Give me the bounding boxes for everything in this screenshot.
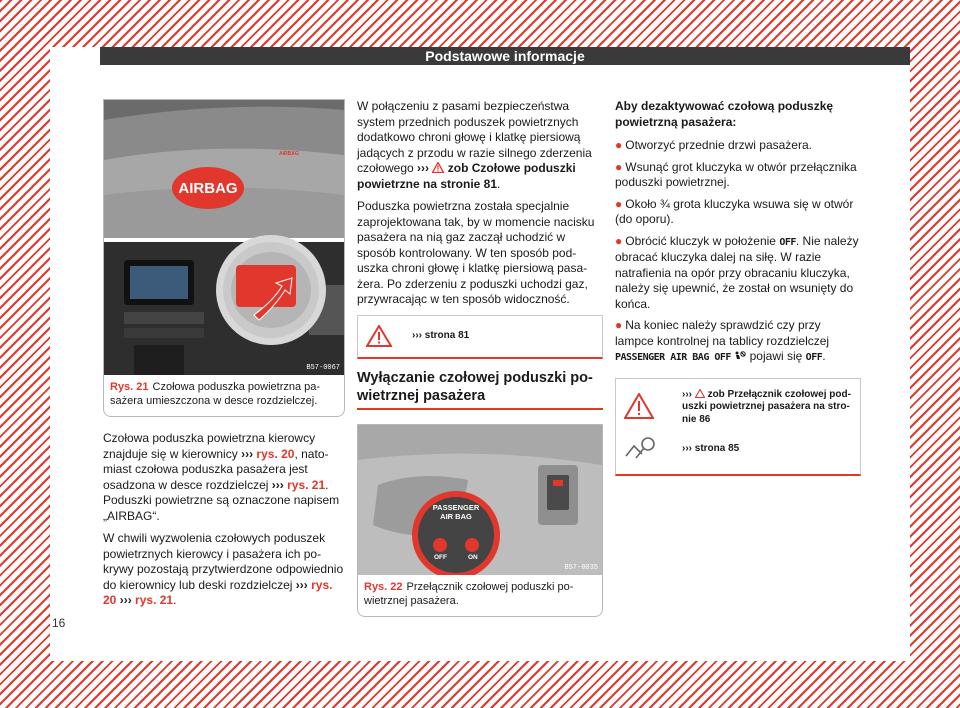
- figure-21-image: [104, 100, 344, 375]
- paragraph: W chwili wyzwolenia czołowych poduszek powietrznych kierowcy i pasażera ich pokrywy pozostają przytwierdzone odpowiednio do kierownicy lub deski rozdzielczej ››› rys. 20 ››› rys. 21.: [103, 531, 344, 607]
- paragraph: Poduszka powietrzna została specjalnie zaprojektowana tak, by w momencie nacisku pasażera na nią gaz zaczął uchodzić w sposób kontrolowany. W ten sposób poduszka chroni głowę i klatkę piersiową pasażera. Po zderzeniu z poduszki uchodzi gaz, przywracając w ten sposób widoczność.: [357, 199, 595, 306]
- dashboard-airbag-illustration: [104, 100, 344, 375]
- off-label: OFF: [434, 553, 447, 561]
- figure-code: B57-0067: [306, 364, 340, 372]
- warning-note: [357, 315, 603, 359]
- figure-22-image: [358, 425, 602, 575]
- page-header: [100, 47, 910, 65]
- arrow-ref: ›››: [241, 446, 254, 461]
- list-item: ● Na koniec należy sprawdzić czy przy lampce kontrolnej na tablicy rozdzielczej PASSENGER AIR BAG OFF pojawi się OFF.: [615, 318, 830, 363]
- note-link[interactable]: ››› zob Przełącznik czołowej poduszki powietrznej pasażera na stronie 86: [682, 388, 851, 425]
- figure-22: [357, 424, 603, 617]
- warning-note: [624, 389, 852, 427]
- airbag-off-icon: [734, 351, 746, 361]
- header-title: Podstawowe informacje: [425, 48, 585, 64]
- small-airbag-label: AIRBAG: [279, 151, 299, 157]
- off-tag: OFF: [779, 236, 796, 248]
- warning-icon: [695, 389, 705, 398]
- paragraph: W połączeniu z pasami bezpieczeństwa system przednich poduszek powietrznych dodatkowo chroni głowę i klatkę piersiową jadących z przodu w razie silnego zderzenia czołowego ››› zob Czołowe poduszki powietrzne na stronie 81.: [357, 99, 592, 191]
- bullet-icon: ●: [615, 196, 623, 211]
- switch-label: PASSENGER AIR BAG: [432, 502, 480, 521]
- page-number: 16: [52, 616, 66, 630]
- bullet-icon: ●: [615, 233, 623, 248]
- caption-text: Czołowa poduszka powietrzna pasażera umieszczona w desce rozdzielczej.: [110, 381, 321, 407]
- col1-text: [103, 431, 345, 609]
- note-link[interactable]: ››› strona 85: [682, 442, 740, 454]
- list-item: ● Wsunąć grot kluczyka w otwór przełącznika poduszki powietrznej.: [615, 159, 857, 189]
- note-link[interactable]: ››› strona 81: [412, 329, 470, 341]
- arrow-ref: ›››: [119, 593, 132, 607]
- link-rys-20[interactable]: rys. 20: [256, 446, 295, 461]
- instructions-heading: Aby dezaktywować czołową poduszkę powietrzną pasażera:: [615, 99, 834, 129]
- list-item: ● Obrócić kluczyk w położenie OFF. Nie należy obracać kluczyka dalej na siłę. W razie natrafienia na opór przy obracaniu kluczyka, należy się upewnić, że został on wsunięty do końca.: [615, 233, 859, 311]
- paragraph: Czołowa poduszka powietrzna kierowcy znajduje się w kierownicy ››› rys. 20, natomiast czołowa poduszka pasażera jest osadzona w desce rozdzielczej ››› rys. 21. Poduszki powietrzne są oznaczone napisem „AIRBAG“.: [103, 431, 340, 523]
- warning-icon: [432, 162, 444, 173]
- airbag-badge: AIRBAG: [172, 167, 244, 209]
- passenger-airbag-switch-illustration: [358, 425, 602, 575]
- environment-key-icon: [624, 436, 658, 462]
- on-label: ON: [468, 553, 478, 561]
- caption-text: Przełącznik czołowej poduszki powietrznej pasażera.: [364, 580, 574, 607]
- info-note: [624, 436, 852, 462]
- figure-21: [103, 99, 345, 417]
- arrow-ref: ›››: [417, 161, 430, 175]
- list-item: ● Otworzyć przednie drzwi pasażera.: [615, 138, 812, 152]
- column-middle: [357, 99, 603, 617]
- figure-label: Rys. 22: [364, 580, 403, 593]
- link-rys-21[interactable]: rys. 21: [135, 593, 174, 607]
- figure-label: Rys. 21: [110, 381, 149, 393]
- list-item: ● Około ¾ grota kluczyka wsuwa się w otwór (do oporu).: [615, 196, 854, 226]
- passenger-airbag-off-tag: PASSENGER AIR BAG OFF: [615, 352, 731, 363]
- column-right: [615, 99, 861, 476]
- link-rys-21[interactable]: rys. 21: [287, 477, 326, 492]
- arrow-ref: ›››: [271, 477, 284, 492]
- arrow-ref: ›››: [295, 577, 308, 592]
- warning-triangle-icon: [624, 393, 654, 419]
- link-rys-20[interactable]: rys. 20: [103, 577, 333, 607]
- bullet-icon: ●: [615, 138, 623, 152]
- link-czolowe-poduszki[interactable]: zob Czołowe poduszki powietrzne na stronie 81: [357, 161, 576, 191]
- page: [50, 47, 910, 661]
- notes-box: [615, 378, 861, 477]
- off-tag: OFF: [805, 352, 823, 363]
- column-left: [103, 99, 345, 616]
- bullet-icon: ●: [615, 318, 623, 332]
- figure-22-caption: [358, 575, 602, 616]
- warning-triangle-icon: [366, 325, 392, 347]
- figure-21-caption: [104, 375, 344, 416]
- section-title: Wyłączanie czołowej poduszki powietrznej pasażera: [357, 369, 603, 410]
- figure-code: B57-0035: [564, 563, 598, 572]
- bullet-icon: ●: [615, 159, 623, 174]
